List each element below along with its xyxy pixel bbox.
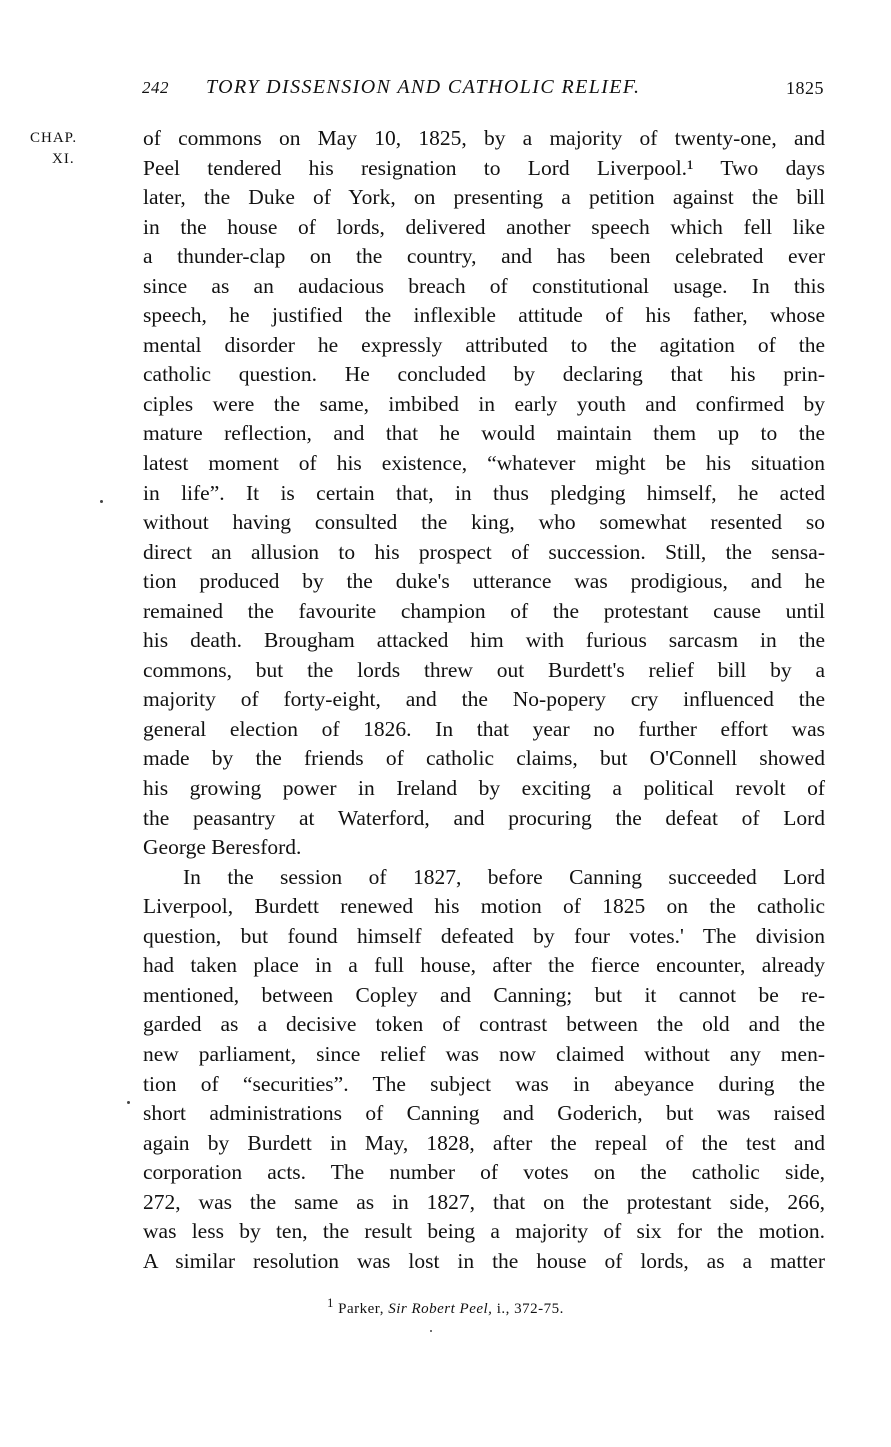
text-line: without having consulted the king, who somewhat resented so <box>143 510 825 535</box>
text-line: remained the favourite champion of the protestant cause until <box>143 598 825 623</box>
text-line: of commons on May 10, 1825, by a majority of twenty-one, and <box>143 126 825 150</box>
text-line: the peasantry at Waterford, and procuring the defeat of Lord <box>143 805 825 830</box>
text-line: commons, but the lords threw out Burdett's relief bill by a <box>143 657 825 682</box>
running-head <box>142 76 824 104</box>
body-text <box>143 124 825 1276</box>
chapter-margin-note <box>30 128 130 170</box>
print-speck <box>100 500 103 503</box>
footnote-marker: 1 <box>327 1296 334 1310</box>
text-line: since as an audacious breach of constitutional usage. In this <box>143 273 825 298</box>
page-number: 242 <box>142 78 169 97</box>
print-speck <box>127 1101 130 1104</box>
text-line: new parliament, since relief was now claimed without any men- <box>143 1041 825 1066</box>
running-title: TORY DISSENSION AND CATHOLIC RELIEF. <box>206 76 641 98</box>
text-line: later, the Duke of York, on presenting a petition against the bill <box>143 185 825 210</box>
footnote-reference: i., 372-75. <box>496 1301 564 1317</box>
text-line: mature reflection, and that he would maintain them up to the <box>143 421 825 446</box>
footnote-work: Sir Robert Peel, <box>388 1301 493 1317</box>
text-line: corporation acts. The number of votes on the catholic side, <box>143 1160 825 1185</box>
text-line: general election of 1826. In that year no further effort was <box>143 716 825 741</box>
text-line: Peel tendered his resignation to Lord Liverpool.¹ Two days <box>143 155 825 180</box>
text-line: his death. Brougham attacked him with furious sarcasm in the <box>143 628 825 653</box>
text-line: Liverpool, Burdett renewed his motion of 1825 on the catholic <box>143 894 825 919</box>
text-line: mentioned, between Copley and Canning; but it cannot be re- <box>143 982 825 1007</box>
text-line: A similar resolution was lost in the house of lords, as a matter <box>143 1248 825 1273</box>
text-line: his growing power in Ireland by exciting a political revolt of <box>143 776 825 801</box>
text-line: short administrations of Canning and Goderich, but was raised <box>143 1101 825 1126</box>
text-line: in life”. It is certain that, in thus pledging himself, he acted <box>143 480 825 505</box>
text-line: garded as a decisive token of contrast between the old and the <box>143 1012 825 1037</box>
text-line: George Beresford. <box>143 835 302 860</box>
text-line: a thunder-clap on the country, and has been celebrated ever <box>143 244 825 269</box>
text-line: mental disorder he expressly attributed to the agitation of the <box>143 332 825 357</box>
text-line: catholic question. He concluded by declaring that his prin- <box>143 362 825 387</box>
text-line: 272, was the same as in 1827, that on the protestant side, 266, <box>143 1189 825 1214</box>
text-line: was less by ten, the result being a majority of six for the motion. <box>143 1219 825 1244</box>
text-line: latest moment of his existence, “whatever might be his situation <box>143 451 825 476</box>
chapter-label: CHAP. <box>30 130 78 146</box>
footnote <box>0 1296 891 1318</box>
text-line: tion produced by the duke's utterance was prodigious, and he <box>143 569 825 594</box>
text-line: had taken place in a full house, after the fierce encounter, already <box>143 953 825 978</box>
running-year: 1825 <box>786 78 824 98</box>
text-line: tion of “securities”. The subject was in abeyance during the <box>143 1071 825 1096</box>
text-line: in the house of lords, delivered another speech which fell like <box>143 214 825 239</box>
footnote-author: Parker, <box>338 1301 384 1317</box>
text-line: majority of forty-eight, and the No-popery cry influenced the <box>143 687 825 712</box>
text-line: direct an allusion to his prospect of succession. Still, the sensa- <box>143 539 825 564</box>
text-line: speech, he justified the inflexible attitude of his father, whose <box>143 303 825 328</box>
chapter-number: XI. <box>52 151 75 167</box>
text-line: again by Burdett in May, 1828, after the repeal of the test and <box>143 1130 825 1155</box>
text-line: question, but found himself defeated by four votes.' The division <box>143 923 825 948</box>
text-line: ciples were the same, imbibed in early youth and confirmed by <box>143 391 825 416</box>
print-speck <box>430 1330 432 1332</box>
text-line: In the session of 1827, before Canning succeeded Lord <box>183 864 825 889</box>
text-line: made by the friends of catholic claims, but O'Connell showed <box>143 746 825 771</box>
